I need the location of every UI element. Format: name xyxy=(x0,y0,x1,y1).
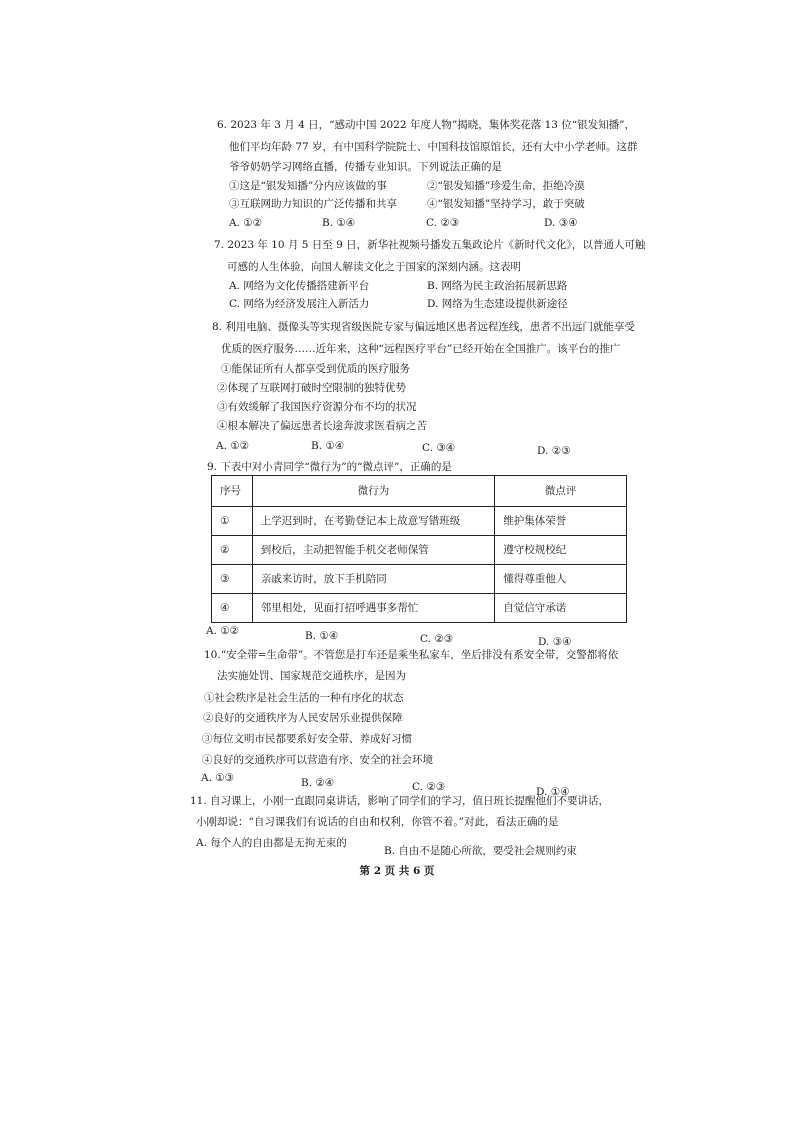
q6-stem-line-2: 他们平均年龄 77 岁，有中国科学院院士、中国科技馆原馆长，还有大中小学老师。这群 xyxy=(229,141,638,153)
q10-option-d[interactable]: D. ①④ xyxy=(536,786,570,798)
table-header-cell: 序号 xyxy=(212,476,253,507)
table-cell: ③ xyxy=(212,565,253,594)
q6-option-b[interactable]: B. ①④ xyxy=(322,217,356,229)
table-row xyxy=(212,536,627,565)
q9-table xyxy=(211,475,627,623)
table-cell: 亲戚来访时，放下手机陪同 xyxy=(252,565,495,594)
q8-item-2: ②体现了互联网打破时空限制的独特优势 xyxy=(217,382,406,394)
q10-option-a[interactable]: A. ①③ xyxy=(201,772,235,784)
q7-stem-line-2: 可感的人生体验，向国人解读文化之于国家的深刻内涵。这表明 xyxy=(227,261,521,273)
q6-item-3: ③互联网助力知识的广泛传播和共享 xyxy=(229,198,397,210)
q7-option-d[interactable]: D. 网络为生态建设提供新途径 xyxy=(427,298,568,310)
q8-item-3: ③有效缓解了我国医疗资源分布不均的状况 xyxy=(217,401,417,413)
q8-option-d[interactable]: D. ②③ xyxy=(537,445,571,457)
table-cell: 懂得尊重他人 xyxy=(495,565,627,594)
table-cell: 维护集体荣誉 xyxy=(495,507,627,536)
q10-stem-line-2: 法实施处罚、国家规范交通秩序，是因为 xyxy=(217,670,406,682)
table-row xyxy=(212,507,627,536)
q6-item-2: ②“银发知播”珍爱生命，拒绝冷漠 xyxy=(427,180,585,192)
q7-option-c[interactable]: C. 网络为经济发展注入新活力 xyxy=(229,298,370,310)
q9-stem: 9. 下表中对小青同学“微行为”的“微点评”，正确的是 xyxy=(207,461,452,473)
table-cell: 遵守校规校纪 xyxy=(495,536,627,565)
q10-option-b[interactable]: B. ②④ xyxy=(301,777,335,789)
q9-option-b[interactable]: B. ①④ xyxy=(305,630,339,642)
table-cell: 邻里相处，见面打招呼遇事多帮忙 xyxy=(252,594,495,623)
q10-item-2: ②良好的交通秩序为人民安居乐业提供保障 xyxy=(203,712,403,724)
q7-stem-line-1: 7. 2023 年 10 月 5 日至 9 日，新华社视频号播发五集政论片《新时代文化》，以普通人可触 xyxy=(214,239,646,251)
q8-stem-line-2: 优质的医疗服务……近年来，这种“远程医疗平台”已经开始在全国推广。该平台的推广 xyxy=(221,343,621,355)
q11-option-a[interactable]: A. 每个人的自由都是无拘无束的 xyxy=(196,837,347,849)
q8-item-1: ①能保证所有人都享受到优质的医疗服务 xyxy=(221,363,410,375)
q10-stem-line-1: 10.“安全带=生命带”。不管您是打车还是乘坐私家车，坐后排没有系安全带，交警都将依 xyxy=(204,649,619,661)
q6-stem-line-1: 6. 2023 年 3 月 4 日，“感动中国 2022 年度人物”揭晓，集体奖花落 13 位“银发知播”， xyxy=(217,119,636,131)
q6-option-c[interactable]: C. ②③ xyxy=(426,217,460,229)
q8-stem-line-1: 8. 利用电脑、摄像头等实现省级医院专家与偏远地区患者远程连线，患者不出远门就能享受 xyxy=(212,321,635,333)
table-header-row xyxy=(212,476,627,507)
q11-option-b[interactable]: B. 自由不是随心所欲，要受社会规则约束 xyxy=(384,845,577,857)
q10-option-c[interactable]: C. ②③ xyxy=(412,781,446,793)
q10-item-1: ①社会秩序是社会生活的一种有序化的状态 xyxy=(204,692,404,704)
q10-item-4: ④良好的交通秩序可以营造有序、安全的社会环境 xyxy=(202,754,433,766)
q9-option-d[interactable]: D. ③④ xyxy=(538,636,572,648)
page-number: 第 2 页 共 6 页 xyxy=(359,865,435,877)
q9-option-a[interactable]: A. ①② xyxy=(206,625,240,637)
q10-item-3: ③每位文明市民都要系好安全带、养成好习惯 xyxy=(202,733,412,745)
q8-option-c[interactable]: C. ③④ xyxy=(422,442,456,454)
q6-option-d[interactable]: D. ③④ xyxy=(544,217,578,229)
q11-stem-line-2: 小刚却说：“自习课我们有说话的自由和权利，你管不着。”对此，看法正确的是 xyxy=(196,816,559,828)
q6-stem-line-3: 爷爷奶奶学习网络直播，传播专业知识。下列说法正确的是 xyxy=(229,161,502,173)
table-cell: 到校后，主动把智能手机交老师保管 xyxy=(252,536,495,565)
q8-option-a[interactable]: A. ①② xyxy=(216,440,250,452)
table-header-cell: 微行为 xyxy=(252,476,495,507)
table-cell: ④ xyxy=(212,594,253,623)
q11-stem-line-1: 11. 自习课上，小刚一直跟同桌讲话，影响了同学们的学习，值日班长提醒他们不要讲话， xyxy=(190,795,610,807)
q8-item-4: ④根本解决了偏远患者长途奔波求医看病之苦 xyxy=(217,420,427,432)
table-row xyxy=(212,594,627,623)
q6-item-4: ④“银发知播”坚持学习，敢于突破 xyxy=(427,198,585,210)
q6-item-1: ①这是“银发知播”分内应该做的事 xyxy=(229,180,387,192)
q7-option-a[interactable]: A. 网络为文化传播搭建新平台 xyxy=(229,280,370,292)
q8-option-b[interactable]: B. ①④ xyxy=(311,440,345,452)
q6-option-a[interactable]: A. ①② xyxy=(229,217,263,229)
table-header-cell: 微点评 xyxy=(495,476,627,507)
table-cell: 自觉信守承诺 xyxy=(495,594,627,623)
table-cell: 上学迟到时，在考勤登记本上故意写错班级 xyxy=(252,507,495,536)
table-cell: ① xyxy=(212,507,253,536)
table-row xyxy=(212,565,627,594)
q9-option-c[interactable]: C. ②③ xyxy=(420,633,454,645)
table-cell: ② xyxy=(212,536,253,565)
q7-option-b[interactable]: B. 网络为民主政治拓展新思路 xyxy=(427,280,568,292)
